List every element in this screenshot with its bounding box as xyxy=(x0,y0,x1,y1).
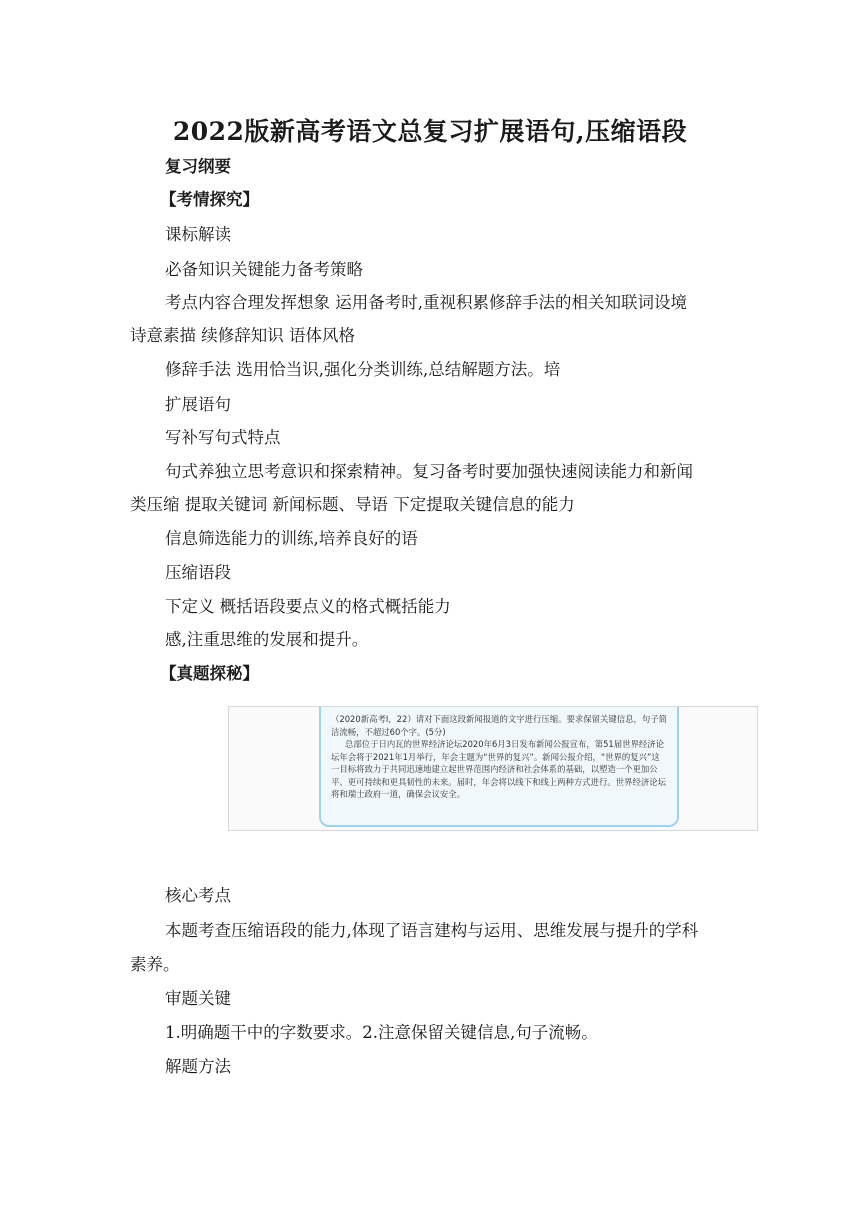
text-line: 信息筛选能力的训练,培养良好的语 xyxy=(165,529,418,548)
question-prompt: （2020新高考Ⅰ，22）请对下面这段新闻报道的文字进行压缩。要求保留关键信息，句子简洁流畅，不超过60个字。(5分) xyxy=(331,714,667,737)
text-line: 1.明确题干中的字数要求。2.注意保留关键信息,句子流畅。 xyxy=(165,1023,598,1042)
text-line: 素养。 xyxy=(130,955,180,974)
text-line: 考点内容合理发挥想象 运用备考时,重视积累修辞手法的相关知联词设境 xyxy=(165,293,687,312)
text-line: 感,注重思维的发展和提升。 xyxy=(165,630,369,649)
exam-question-image xyxy=(228,706,758,831)
text-line: 审题关键 xyxy=(165,989,231,1008)
section-heading-review-outline: 复习纲要 xyxy=(165,157,231,176)
text-line: 本题考查压缩语段的能力,体现了语言建构与运用、思维发展与提升的学科 xyxy=(165,921,699,940)
section-heading-exam-analysis: 【考情探究】 xyxy=(160,190,259,209)
text-line: 写补写句式特点 xyxy=(165,428,281,447)
text-line: 扩展语句 xyxy=(165,395,231,414)
question-panel xyxy=(319,707,679,827)
text-line: 课标解读 xyxy=(165,225,231,244)
text-line: 核心考点 xyxy=(165,886,231,905)
section-heading-real-exam: 【真题探秘】 xyxy=(160,664,259,683)
text-line: 必备知识关键能力备考策略 xyxy=(165,260,363,279)
text-line: 诗意素描 续修辞知识 语体风格 xyxy=(130,326,355,345)
text-line: 句式养独立思考意识和探索精神。复习备考时要加强快速阅读能力和新闻 xyxy=(165,462,693,481)
text-line: 解题方法 xyxy=(165,1057,231,1076)
question-passage: 总部位于日内瓦的世界经济论坛2020年6月3日发布新闻公报宣布，第51届世界经济论坛年会将于2021年1月举行，年会主题为“世界的复兴”。新闻公报介绍，“世界的复兴”这一目标将致力于共同迅速地建立起世界范围内经济和社会体系的基础，以塑造一个更加公平、更可持续和更具韧性的未来。届时，年会将以线下和线上两种方式进行。世界经济论坛将和瑞士政府一道，确保会议安全。 xyxy=(331,739,666,799)
text-line: 类压缩 提取关键词 新闻标题、导语 下定提取关键信息的能力 xyxy=(130,495,575,514)
document-title: 2022版新高考语文总复习扩展语句,压缩语段 xyxy=(172,117,688,146)
text-line: 压缩语段 xyxy=(165,563,231,582)
text-line: 下定义 概括语段要点义的格式概括能力 xyxy=(165,597,451,616)
text-line: 修辞手法 选用恰当识,强化分类训练,总结解题方法。培 xyxy=(165,360,561,379)
